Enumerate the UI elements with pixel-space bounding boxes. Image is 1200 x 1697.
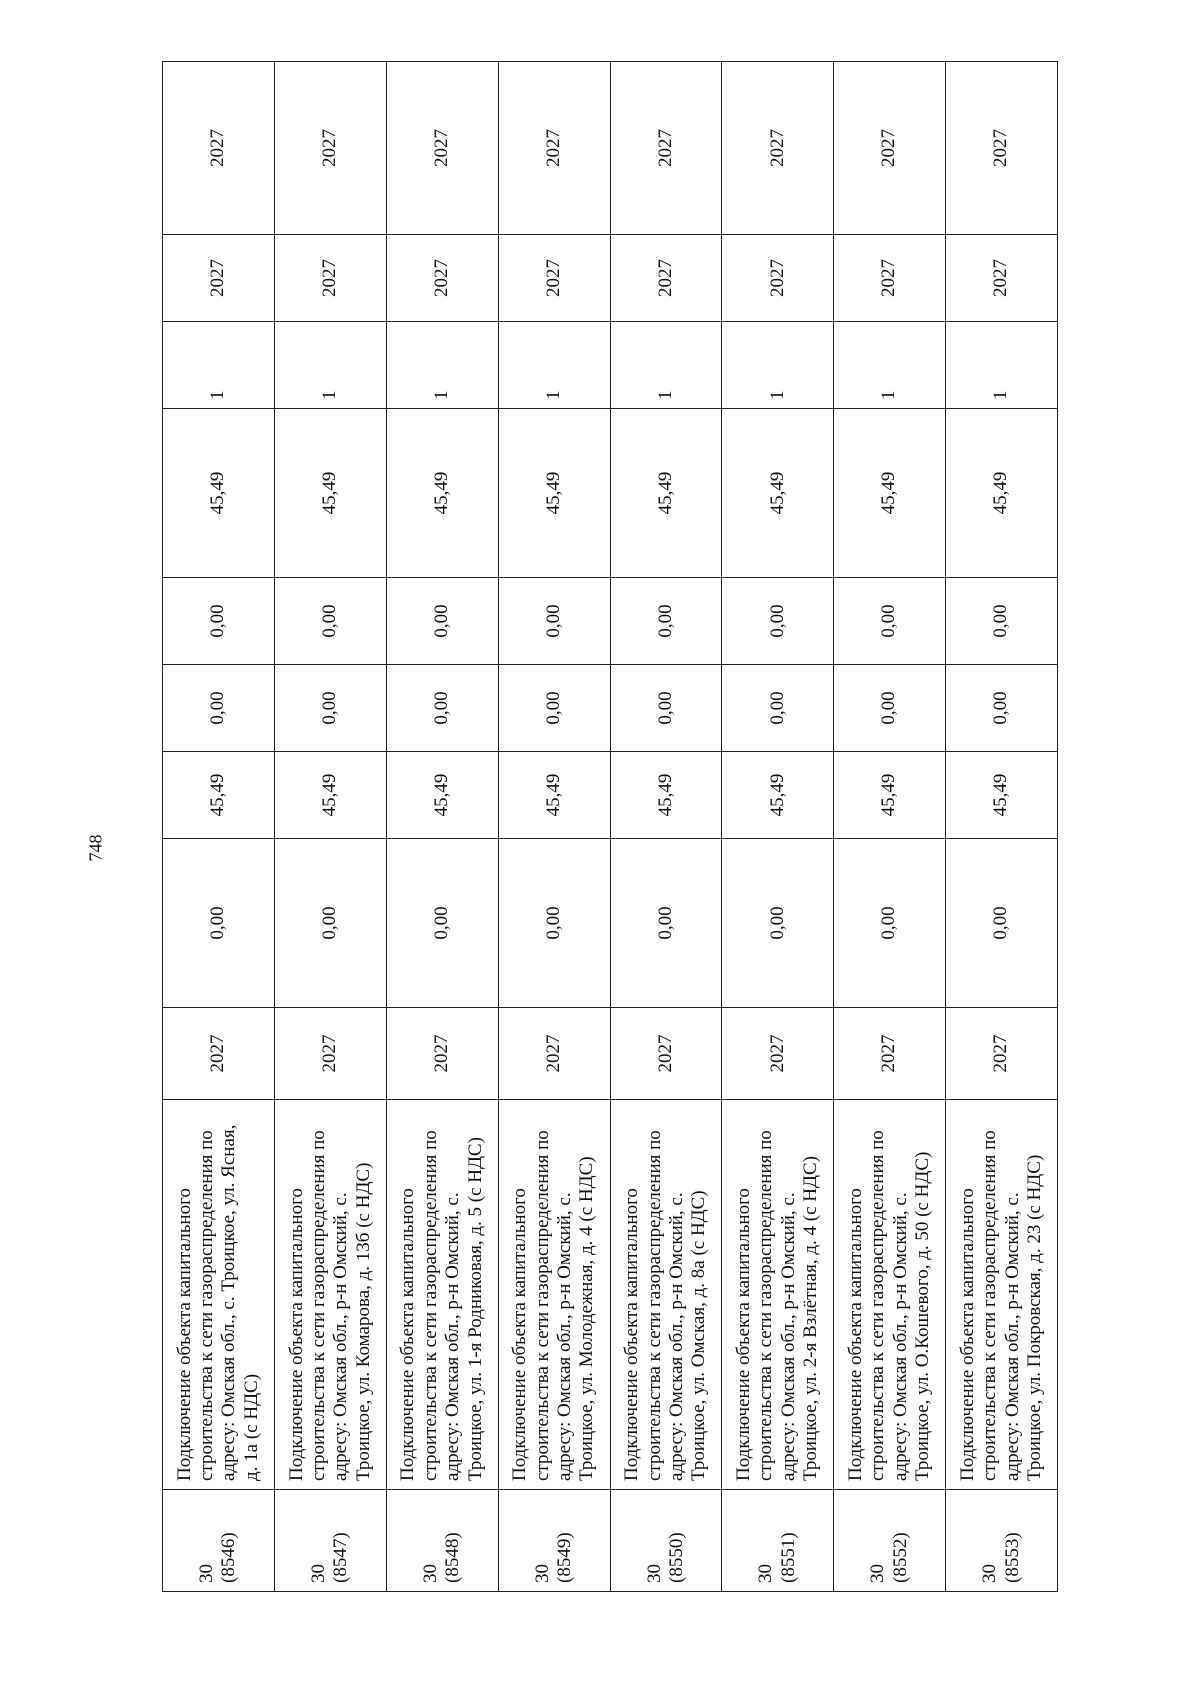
value-cell-5: 45,49 xyxy=(610,409,722,578)
year-cell: 2027 xyxy=(610,1008,722,1100)
year-cell: 2027 xyxy=(163,1008,275,1100)
start-year-cell: 2027 xyxy=(610,235,722,322)
row-id-cell xyxy=(946,1490,1058,1592)
row-code: (8550) xyxy=(665,1532,687,1583)
value-cell-2: 45,49 xyxy=(274,752,386,839)
year-cell: 2027 xyxy=(834,1008,946,1100)
value-cell-1: 0,00 xyxy=(722,839,834,1008)
value-cell-3: 0,00 xyxy=(498,665,610,752)
value-cell-3: 0,00 xyxy=(946,665,1058,752)
value-cell-4: 0,00 xyxy=(610,578,722,665)
year-cell: 2027 xyxy=(722,1008,834,1100)
start-year-cell: 2027 xyxy=(386,235,498,322)
row-number: 30 xyxy=(755,1564,777,1583)
value-cell-2: 45,49 xyxy=(834,752,946,839)
count-cell: 1 xyxy=(946,322,1058,409)
table-row xyxy=(274,62,386,1592)
count-cell: 1 xyxy=(722,322,834,409)
value-cell-2: 45,49 xyxy=(946,752,1058,839)
value-cell-4: 0,00 xyxy=(946,578,1058,665)
value-cell-5: 45,49 xyxy=(386,409,498,578)
value-cell-1: 0,00 xyxy=(386,839,498,1008)
table-row xyxy=(946,62,1058,1592)
value-cell-3: 0,00 xyxy=(834,665,946,752)
end-year-cell: 2027 xyxy=(163,62,275,235)
start-year-cell: 2027 xyxy=(163,235,275,322)
value-cell-1: 0,00 xyxy=(163,839,275,1008)
investment-table xyxy=(162,61,1058,1592)
table-row xyxy=(498,62,610,1592)
row-id-cell xyxy=(386,1490,498,1592)
count-cell: 1 xyxy=(274,322,386,409)
row-id-cell xyxy=(610,1490,722,1592)
rotated-table-container xyxy=(162,72,1058,1592)
start-year-cell: 2027 xyxy=(498,235,610,322)
object-description-cell: Подключение объекта капитального строительства к сети газораспределения по адресу: Омская обл., с. Троицкое, ул. Ясная, д. 1а (с НДС) xyxy=(163,1100,275,1490)
row-id-cell xyxy=(722,1490,834,1592)
value-cell-1: 0,00 xyxy=(834,839,946,1008)
value-cell-4: 0,00 xyxy=(722,578,834,665)
value-cell-5: 45,49 xyxy=(274,409,386,578)
row-id-cell xyxy=(834,1490,946,1592)
value-cell-5: 45,49 xyxy=(498,409,610,578)
row-number: 30 xyxy=(196,1564,218,1583)
value-cell-3: 0,00 xyxy=(386,665,498,752)
value-cell-5: 45,49 xyxy=(163,409,275,578)
table-row xyxy=(722,62,834,1592)
year-cell: 2027 xyxy=(498,1008,610,1100)
value-cell-5: 45,49 xyxy=(722,409,834,578)
end-year-cell: 2027 xyxy=(610,62,722,235)
value-cell-2: 45,49 xyxy=(386,752,498,839)
table-row xyxy=(386,62,498,1592)
row-id-cell xyxy=(274,1490,386,1592)
year-cell: 2027 xyxy=(386,1008,498,1100)
end-year-cell: 2027 xyxy=(498,62,610,235)
value-cell-4: 0,00 xyxy=(498,578,610,665)
value-cell-3: 0,00 xyxy=(274,665,386,752)
object-description-cell: Подключение объекта капитального строительства к сети газораспределения по адресу: Омская обл., р-н Омский, с. Троицкое, ул. 1-я Родниковая, д. 5 (с НДС) xyxy=(386,1100,498,1490)
count-cell: 1 xyxy=(834,322,946,409)
end-year-cell: 2027 xyxy=(834,62,946,235)
value-cell-4: 0,00 xyxy=(834,578,946,665)
value-cell-5: 45,49 xyxy=(946,409,1058,578)
start-year-cell: 2027 xyxy=(274,235,386,322)
value-cell-4: 0,00 xyxy=(274,578,386,665)
value-cell-2: 45,49 xyxy=(722,752,834,839)
value-cell-2: 45,49 xyxy=(163,752,275,839)
row-code: (8549) xyxy=(554,1532,576,1583)
value-cell-3: 0,00 xyxy=(610,665,722,752)
value-cell-1: 0,00 xyxy=(946,839,1058,1008)
end-year-cell: 2027 xyxy=(274,62,386,235)
table-row xyxy=(834,62,946,1592)
object-description-cell: Подключение объекта капитального строительства к сети газораспределения по адресу: Омская обл., р-н Омский, с. Троицкое, ул. Покровская, д. 23 (с НДС) xyxy=(946,1100,1058,1490)
row-code: (8551) xyxy=(777,1532,799,1583)
count-cell: 1 xyxy=(163,322,275,409)
value-cell-3: 0,00 xyxy=(163,665,275,752)
value-cell-4: 0,00 xyxy=(163,578,275,665)
row-number: 30 xyxy=(979,1564,1001,1583)
row-number: 30 xyxy=(307,1564,329,1583)
page-number: 748 xyxy=(85,834,106,862)
value-cell-1: 0,00 xyxy=(274,839,386,1008)
row-id-cell xyxy=(163,1490,275,1592)
table-row xyxy=(163,62,275,1592)
value-cell-4: 0,00 xyxy=(386,578,498,665)
year-cell: 2027 xyxy=(946,1008,1058,1100)
start-year-cell: 2027 xyxy=(722,235,834,322)
value-cell-3: 0,00 xyxy=(722,665,834,752)
end-year-cell: 2027 xyxy=(722,62,834,235)
row-code: (8546) xyxy=(218,1532,240,1583)
row-number: 30 xyxy=(419,1564,441,1583)
count-cell: 1 xyxy=(498,322,610,409)
row-code: (8548) xyxy=(442,1532,464,1583)
object-description-cell: Подключение объекта капитального строительства к сети газораспределения по адресу: Омская обл., р-н Омский, с. Троицкое, ул. Молодежная, д. 4 (с НДС) xyxy=(498,1100,610,1490)
value-cell-2: 45,49 xyxy=(610,752,722,839)
row-number: 30 xyxy=(643,1564,665,1583)
start-year-cell: 2027 xyxy=(834,235,946,322)
row-code: (8552) xyxy=(889,1532,911,1583)
object-description-cell: Подключение объекта капитального строительства к сети газораспределения по адресу: Омская обл., р-н Омский, с. Троицкое, ул. Омская, д. 8а (с НДС) xyxy=(610,1100,722,1490)
row-code: (8553) xyxy=(1001,1532,1023,1583)
end-year-cell: 2027 xyxy=(386,62,498,235)
row-code: (8547) xyxy=(330,1532,352,1583)
object-description-cell: Подключение объекта капитального строительства к сети газораспределения по адресу: Омская обл., р-н Омский, с. Троицкое, ул. Комарова, д. 13б (с НДС) xyxy=(274,1100,386,1490)
start-year-cell: 2027 xyxy=(946,235,1058,322)
row-number: 30 xyxy=(867,1564,889,1583)
object-description-cell: Подключение объекта капитального строительства к сети газораспределения по адресу: Омская обл., р-н Омский, с. Троицкое, ул. 2-я Взлётная, д. 4 (с НДС) xyxy=(722,1100,834,1490)
value-cell-1: 0,00 xyxy=(610,839,722,1008)
object-description-cell: Подключение объекта капитального строительства к сети газораспределения по адресу: Омская обл., р-н Омский, с. Троицкое, ул. О.Кошевого, д. 50 (с НДС) xyxy=(834,1100,946,1490)
row-id-cell xyxy=(498,1490,610,1592)
row-number: 30 xyxy=(531,1564,553,1583)
year-cell: 2027 xyxy=(274,1008,386,1100)
value-cell-2: 45,49 xyxy=(498,752,610,839)
value-cell-5: 45,49 xyxy=(834,409,946,578)
table-row xyxy=(610,62,722,1592)
count-cell: 1 xyxy=(610,322,722,409)
count-cell: 1 xyxy=(386,322,498,409)
value-cell-1: 0,00 xyxy=(498,839,610,1008)
end-year-cell: 2027 xyxy=(946,62,1058,235)
